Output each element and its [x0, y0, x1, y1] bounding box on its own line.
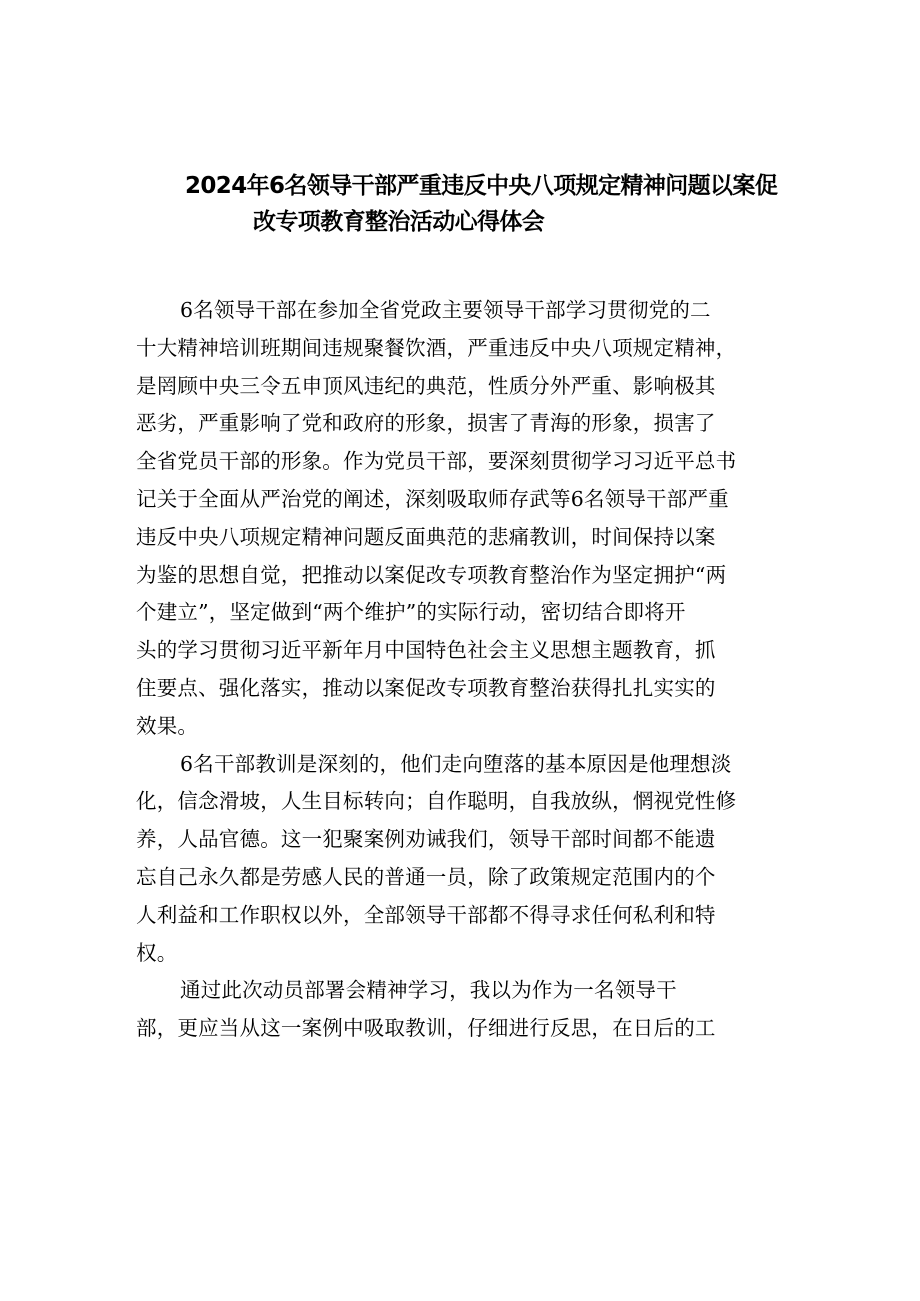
title-line-1: 2024年6名领导干部严重违反中央八项规定精神问题以案促 [185, 173, 778, 199]
paragraph-line: 十大精神培训班期间违规聚餐饮酒，严重违反中央八项规定精神， [136, 335, 737, 360]
title-line-2: 改专项教育整治活动心得体会 [253, 209, 545, 235]
paragraph-line: 违反中央八项规定精神问题反面典范的悲痛教训，时间保持以案 [136, 524, 716, 549]
paragraph-line: 恶劣，严重影响了党和政府的形象，损害了青海的形象，损害了 [136, 411, 716, 436]
paragraph-line: 住要点、强化落实，推动以案促改专项教育整治获得扎扎实实的 [136, 675, 716, 700]
paragraph-line: 权。 [136, 940, 178, 965]
paragraph-line: 通过此次动员部署会精神学习，我以为作为一名领导干 [180, 978, 677, 1003]
paragraph-line: 记关于全面从严治党的阐述，深刻吸取师存武等6名领导干部严重 [136, 486, 729, 511]
paragraph [136, 292, 796, 746]
paragraph-line: 效果。 [136, 713, 199, 738]
paragraph-line: 为鉴的思想自觉，把推动以案促改专项教育整治作为坚定拥护“两 [136, 562, 727, 587]
paragraph-line: 养，人品官德。这一犯聚案例劝诫我们，领导干部时间都不能遗 [136, 827, 716, 852]
document-title [185, 168, 805, 240]
paragraph-line: 6名领导干部在参加全省党政主要领导干部学习贯彻党的二 [180, 298, 711, 322]
paragraph-line: 头的学习贯彻习近平新年月中国特色社会主义思想主题教育，抓 [136, 638, 716, 663]
paragraph-line: 部，更应当从这一案例中吸取教训，仔细进行反思，在日后的工 [136, 1016, 716, 1041]
paragraph [136, 972, 796, 1048]
paragraph-line: 人利益和工作职权以外，全部领导干部都不得寻求任何私利和特 [136, 902, 716, 927]
paragraph-line: 化，信念滑坡，人生目标转向；自作聪明，自我放纵，惘视党性修 [136, 789, 737, 814]
paragraph [136, 746, 796, 973]
paragraph-line: 全省党员干部的形象。作为党员干部，要深刻贯彻学习习近平总书 [136, 449, 737, 474]
paragraph-line: 是罔顾中央三令五申顶风违纪的典范，性质分外严重、影响极其 [136, 373, 716, 398]
paragraph-line: 个建立”，坚定做到“两个维护”的实际行动，密切结合即将开 [136, 600, 686, 625]
document-body [136, 292, 796, 1048]
paragraph-line: 6名干部教训是深刻的，他们走向堕落的基本原因是他理想淡 [180, 751, 732, 776]
paragraph-line: 忘自己永久都是劳感人民的普通一员，除了政策规定范围内的个 [136, 864, 716, 889]
